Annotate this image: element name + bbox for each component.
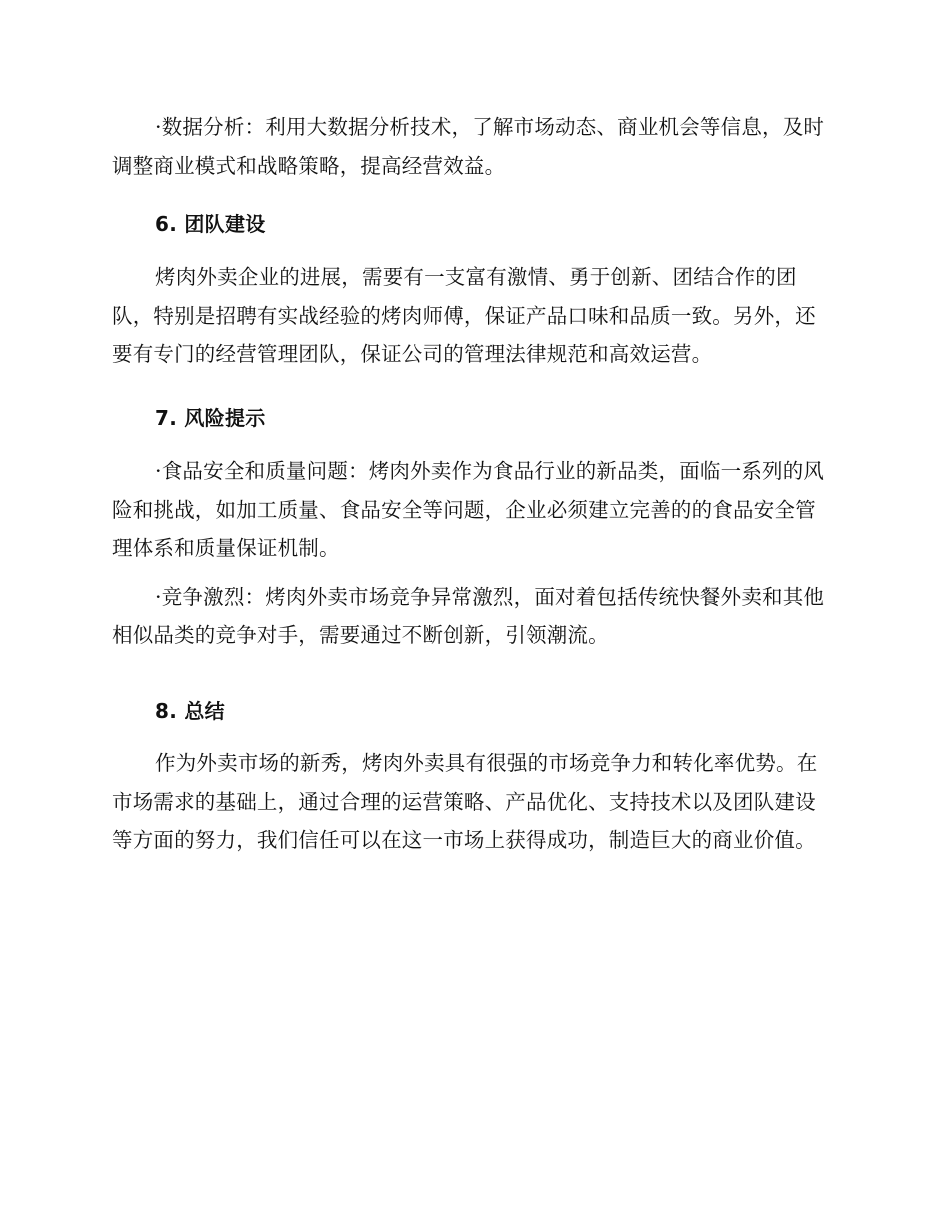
heading-summary: 8. 总结 [155, 699, 225, 723]
paragraph-summary: 作为外卖市场的新秀，烤肉外卖具有很强的市场竞争力和转化率优势。在市场需求的基础上，通过合理的运营策略、产品优化、支持技术以及团队建设等方面的努力，我们信任可以在这一市场上获得成功，制造巨大的商业价值。 [112, 751, 818, 852]
paragraph-team-building: 烤肉外卖企业的进展，需要有一支富有激情、勇于创新、团结合作的团队，特别是招聘有实战经验的烤肉师傅，保证产品口味和品质一致。另外，还要有专门的经营管理团队，保证公司的管理法律规范和高效运营。 [112, 265, 816, 366]
section-risk-notice [112, 452, 832, 655]
bullet-food-safety: ·食品安全和质量问题：烤肉外卖作为食品行业的新品类，面临一系列的风险和挑战，如加工质量、食品安全等问题，企业必须建立完善的的食品安全管理体系和质量保证机制。 [112, 459, 825, 560]
bullet-competition: ·竞争激烈：烤肉外卖市场竞争异常激烈，面对着包括传统快餐外卖和其他相似品类的竞争对手，需要通过不断创新，引领潮流。 [112, 584, 825, 647]
heading-team-building: 6. 团队建设 [155, 212, 266, 236]
paragraph-data-analysis [112, 108, 832, 185]
section-team-building [112, 258, 832, 374]
section-summary [112, 744, 832, 860]
bullet-data-analysis: ·数据分析：利用大数据分析技术，了解市场动态、商业机会等信息，及时调整商业模式和战略策略，提高经营效益。 [112, 115, 825, 178]
heading-risk-notice: 7. 风险提示 [155, 406, 266, 430]
